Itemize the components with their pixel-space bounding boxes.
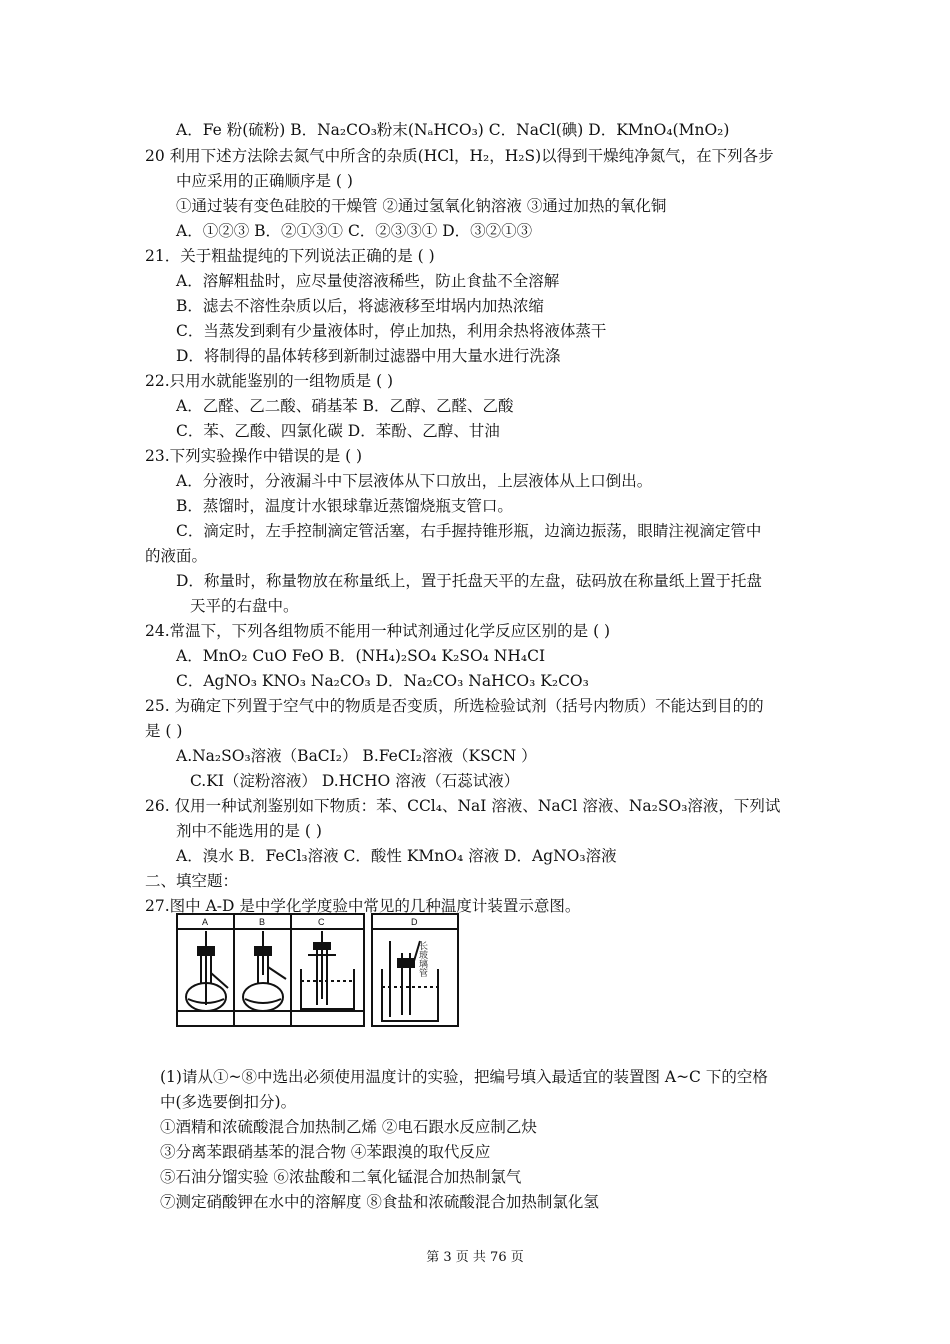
q21-option-b: B．滤去不溶性杂质以后，将滤液移至坩埚内加热浓缩	[176, 297, 544, 315]
q25-options-ab: A.Na₂SO₃溶液（BaCI₂） B.FeCI₂溶液（KSCN ）	[176, 747, 537, 765]
q26-stem-1: 26. 仅用一种试剂鉴别如下物质：苯、CCl₄、NaI 溶液、NaCl 溶液、Na₂SO₃溶液，下列试	[145, 797, 781, 815]
q20-steps: ①通过装有变色硅胶的干燥管 ②通过氢氧化钠溶液 ③通过加热的氧化铜	[176, 197, 667, 215]
section-heading: 二、填空题：	[145, 872, 239, 890]
q23-stem: 23.下列实验操作中错误的是 ( )	[145, 447, 363, 465]
q22-stem: 22.只用水就能鉴别的一组物质是 ( )	[145, 372, 394, 390]
q26-options: A．溴水 B．FeCl₃溶液 C．酸性 KMnO₄ 溶液 D．AgNO₃溶液	[176, 847, 617, 865]
q22-options-ab: A．乙醛、乙二酸、硝基苯 B．乙醇、乙醛、乙酸	[176, 397, 514, 415]
q24-stem: 24.常温下，下列各组物质不能用一种试剂通过化学反应区别的是 ( )	[145, 622, 611, 640]
q25-options-cd: C.KI（淀粉溶液） D.HCHO 溶液（石蕊试液）	[190, 772, 520, 790]
panel-label-b: B	[259, 917, 266, 927]
q24-options-cd: C．AgNO₃ KNO₃ Na₂CO₃ D．Na₂CO₃ NaHCO₃ K₂CO₃	[176, 672, 589, 690]
page-footer: 第 3 页 共 76 页	[426, 1250, 524, 1265]
q25-stem-1: 25. 为确定下列置于空气中的物质是否变质，所选检验试剂（括号内物质）不能达到目的的	[145, 697, 764, 715]
q23-option-d-1: D．称量时，称量物放在称量纸上，置于托盘天平的左盘，砝码放在称量纸上置于托盘	[176, 572, 762, 590]
q25-stem-2: 是 ( )	[145, 722, 183, 740]
q19-options: A．Fe 粉(硫粉) B．Na₂CO₃粉末(NₐHCO₃) C．NaCl(碘) D．KMnO₄(MnO₂)	[176, 121, 730, 139]
q21-stem: 21．关于粗盐提纯的下列说法正确的是 ( )	[145, 247, 435, 265]
panel-label-d: D	[411, 917, 418, 927]
q22-options-cd: C．苯、乙酸、四氯化碳 D．苯酚、乙醇、甘油	[176, 422, 500, 440]
q23-option-c-2: 的液面。	[145, 547, 208, 565]
q23-option-a: A．分液时，分液漏斗中下层液体从下口放出，上层液体从上口倒出。	[176, 472, 653, 490]
q20-stem-2: 中应采用的正确顺序是 ( )	[176, 172, 353, 190]
panel-label-a: A	[202, 917, 209, 927]
q23-option-d-2: 天平的右盘中。	[190, 597, 299, 615]
q21-option-c: C．当蒸发到剩有少量液体时，停止加热，利用余热将液体蒸干	[176, 322, 607, 340]
q23-option-b: B．蒸馏时，温度计水银球靠近蒸馏烧瓶支管口。	[176, 497, 513, 515]
panel-d-note: 长玻璃管	[417, 941, 427, 977]
q27-items-12: ①酒精和浓硫酸混合加热制乙烯 ②电石跟水反应制乙炔	[160, 1118, 537, 1136]
q20-options: A．①②③ B．②①③① C．②③③① D．③②①③	[176, 222, 533, 240]
q26-stem-2: 剂中不能选用的是 ( )	[176, 822, 322, 840]
panel-label-c: C	[318, 917, 325, 927]
q27-part1-2: 中(多选要倒扣分)。	[160, 1093, 297, 1111]
q23-option-c-1: C．滴定时，左手控制滴定管活塞，右手握持锥形瓶，边滴边振荡，眼睛注视滴定管中	[176, 522, 762, 540]
q21-option-a: A．溶解粗盐时，应尽量使溶液稀些，防止食盐不全溶解	[176, 272, 560, 290]
q27-items-34: ③分离苯跟硝基苯的混合物 ④苯跟溴的取代反应	[160, 1143, 491, 1161]
q20-stem-1: 20 利用下述方法除去氮气中所含的杂质(HCl，H₂，H₂S)以得到干燥纯净氮气，在下列各步	[145, 147, 774, 165]
q27-items-56: ⑤石油分馏实验 ⑥浓盐酸和二氧化锰混合加热制氯气	[160, 1168, 522, 1186]
q24-options-ab: A．MnO₂ CuO FeO B．(NH₄)₂SO₄ K₂SO₄ NH₄CI	[176, 647, 546, 665]
q21-option-d: D．将制得的晶体转移到新制过滤器中用大量水进行洗涤	[176, 347, 561, 365]
apparatus-figure	[176, 913, 460, 1029]
q27-items-78: ⑦测定硝酸钾在水中的溶解度 ⑧食盐和浓硫酸混合加热制氯化氢	[160, 1193, 599, 1211]
q27-part1-1: (1)请从①~⑧中选出必须使用温度计的实验，把编号填入最适宜的装置图 A~C 下的空格	[160, 1068, 768, 1086]
q27-stem: 27.图中 A-D 是中学化学度验中常见的几种温度计装置示意图。	[145, 897, 581, 915]
